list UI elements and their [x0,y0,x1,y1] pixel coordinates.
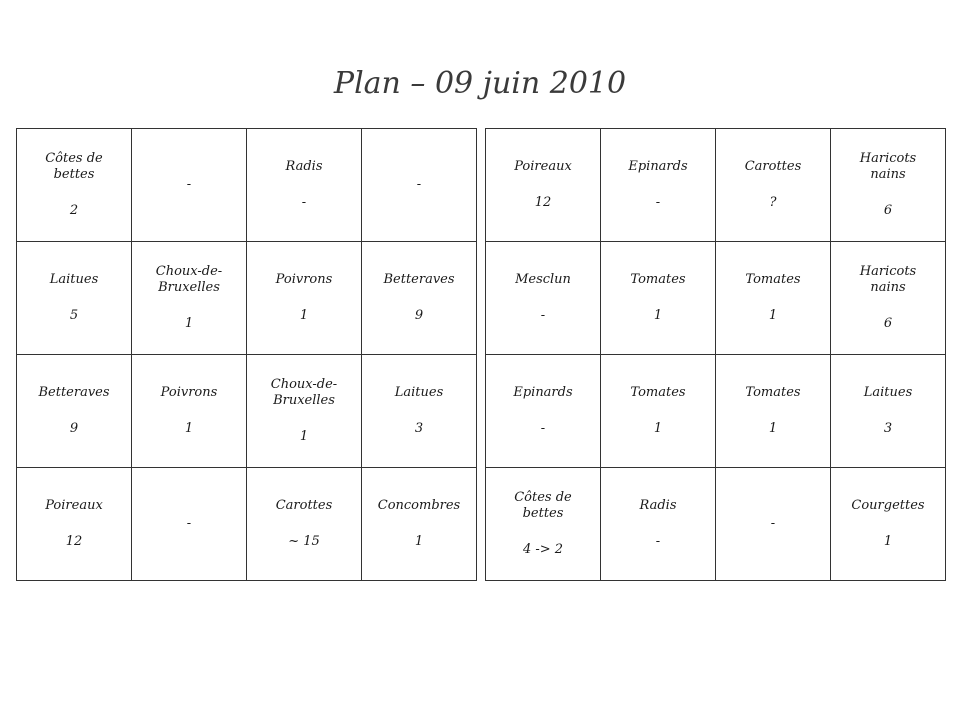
vegetable-name: Laitues [394,385,444,400]
plant-count: - [540,421,546,436]
plant-count: 1 [768,308,778,323]
plant-count: 6 [883,203,893,218]
plant-count: 1 [299,308,309,323]
bed-cell [362,468,477,581]
plant-count: - [416,177,422,192]
table-row [486,129,946,242]
vegetable-name: Courgettes [851,498,925,513]
bed-cell [362,355,477,468]
table-row [17,468,477,581]
table-row [486,355,946,468]
bed-cell [486,468,601,581]
bed-cell [716,468,831,581]
vegetable-name: Choux-de- Bruxelles [155,264,223,295]
vegetable-name: Laitues [49,272,99,287]
plant-count: ? [769,195,777,210]
bed-cell [716,355,831,468]
plant-count: 6 [883,316,893,331]
plant-count: 1 [883,534,893,549]
bed-cell [132,242,247,355]
bed-cell [486,355,601,468]
plant-count: 3 [883,421,893,436]
vegetable-name: Poivrons [160,385,218,400]
bed-cell [601,242,716,355]
vegetable-name: Laitues [863,385,913,400]
bed-cell [17,242,132,355]
vegetable-name: Concombres [377,498,461,513]
plant-count: 4 -> 2 [522,542,564,557]
bed-cell [132,468,247,581]
vegetable-name: Radis [639,498,677,513]
table-row [17,242,477,355]
plant-count: - [186,177,192,192]
garden-plan-right-grid [485,128,946,581]
bed-cell [601,355,716,468]
bed-cell [17,129,132,242]
vegetable-name: Côtes de bettes [45,151,103,182]
plant-count: - [301,195,307,210]
bed-cell [831,355,946,468]
vegetable-name: Tomates [745,385,801,400]
vegetable-name: Carottes [744,159,802,174]
bed-cell [601,129,716,242]
plant-count: 1 [768,421,778,436]
vegetable-name: Poireaux [514,159,572,174]
plant-count: 1 [184,316,194,331]
bed-cell [132,355,247,468]
bed-cell [486,242,601,355]
bed-cell [247,129,362,242]
plant-count: 1 [653,421,663,436]
bed-cell [601,468,716,581]
vegetable-name: Mesclun [515,272,571,287]
bed-cell [132,129,247,242]
plant-count: 1 [299,429,309,444]
vegetable-name: Haricots nains [859,264,917,295]
bed-cell [17,355,132,468]
plant-count: 1 [184,421,194,436]
vegetable-name: Choux-de- Bruxelles [270,377,338,408]
vegetable-name: Carottes [275,498,333,513]
plant-count: 1 [653,308,663,323]
plant-count: - [655,534,661,549]
bed-cell [716,242,831,355]
vegetable-name: Côtes de bettes [514,490,572,521]
vegetable-name: Haricots nains [859,151,917,182]
plant-count: 1 [414,534,424,549]
plant-count: - [540,308,546,323]
bed-cell [247,468,362,581]
bed-cell [247,242,362,355]
plant-count: 12 [65,534,83,549]
vegetable-name: Radis [285,159,323,174]
plant-count: 12 [534,195,552,210]
vegetable-name: Tomates [630,385,686,400]
plant-count: 3 [414,421,424,436]
table-row [17,355,477,468]
page-title: Plan – 09 juin 2010 [333,66,627,101]
bed-cell [831,242,946,355]
plant-count: - [770,516,776,531]
plant-count: 5 [69,308,79,323]
bed-cell [716,129,831,242]
vegetable-name: Tomates [630,272,686,287]
plant-count: 9 [69,421,79,436]
bed-cell [17,468,132,581]
vegetable-name: Epinards [628,159,688,174]
bed-cell [831,129,946,242]
bed-cell [486,129,601,242]
vegetable-name: Betteraves [383,272,455,287]
vegetable-name: Betteraves [38,385,110,400]
vegetable-name: Poireaux [45,498,103,513]
vegetable-name: Tomates [745,272,801,287]
plant-count: - [186,516,192,531]
plant-count: 2 [69,203,79,218]
plant-count: - [655,195,661,210]
bed-cell [362,242,477,355]
garden-plan-left-grid [16,128,477,581]
vegetable-name: Epinards [513,385,573,400]
bed-cell [247,355,362,468]
vegetable-name: Poivrons [275,272,333,287]
table-row [486,468,946,581]
table-row [486,242,946,355]
table-row [17,129,477,242]
bed-cell [831,468,946,581]
plant-count: ~ 15 [288,534,320,549]
plant-count: 9 [414,308,424,323]
bed-cell [362,129,477,242]
